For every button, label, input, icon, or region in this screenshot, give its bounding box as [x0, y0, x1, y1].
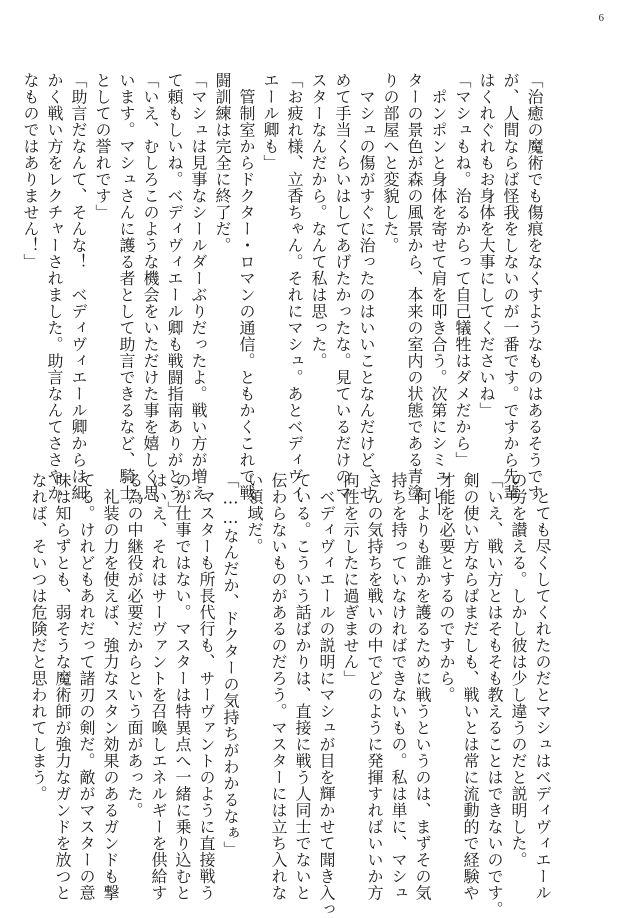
- text-line: 味は知らずとも、弱そうな魔術師が強力なガンドを放つと: [53, 472, 72, 901]
- text-line: い領域だ。: [245, 472, 264, 555]
- text-line: はいえ、それはサーヴァントを召喚しエネルギーを供給す: [149, 472, 168, 901]
- text-line: 「助言だなんて、そんな！ ベディヴィエール卿からは細: [69, 72, 88, 501]
- text-line: なれば、そいつは危険だと思われてしまう。: [29, 472, 48, 802]
- text-line: 礼装の力を使えば、強力なスタン効果のあるガンドも撃: [101, 472, 120, 901]
- text-line: 管制室からドクター・ロマンの通信。ともかくこれで戦: [237, 72, 256, 501]
- text-line: ポンポンと身体を寄せて肩を叩き合う。次第にシミュレー: [429, 72, 448, 518]
- text-line: 才能を必要とするのですから。: [437, 472, 456, 703]
- text-line: の労を讃える。しかし彼は少し違うのだと説明した。: [509, 472, 528, 868]
- text-line: 持ちを持っていなければできないもの。私は単に、マシュ: [389, 472, 408, 901]
- text-line: ベディヴィエールの説明にマシュが目を輝かせて聞き入っ: [317, 472, 336, 918]
- text-line: としての誉れです」: [93, 72, 112, 221]
- text-line: はくれぐれもお身体を大事にしてくださいね」: [477, 72, 496, 419]
- text-line: かく戦い方をレクチャーされました。助言なんてささやか: [45, 72, 64, 501]
- text-line: スターなんだから。なんて私は思った。: [309, 72, 328, 369]
- text-line: ターの景色が森の風景から、本来の室内の状態である青塗: [405, 72, 424, 501]
- text-line: りの部屋へと変貌した。: [381, 72, 400, 254]
- text-line: てる。けれどもあれだって諸刃の剣だ。敵がマスターの意: [77, 472, 96, 901]
- text-line: めて手当くらいはしてあげたかったな。見ているだけのマ: [333, 72, 352, 501]
- text-line: とても尽くしてくれたのだとマシュはベディヴィエール: [533, 472, 552, 901]
- text-line: 「マシュは見事なシールダーぶりだったよ。戦い方が増え: [189, 72, 208, 501]
- text-line: さんの気持ちを戦いの中でどのように発揮すればいいか方: [365, 472, 384, 901]
- text-line: 「いえ、戦い方とはそもそも教えることはできないのです。: [485, 472, 504, 918]
- text-line: のが仕事ではない。マスターは特異点へ一緒に乗り込むと: [173, 472, 192, 901]
- text-line: て頼もしいね。ベディヴィエール卿も戦闘指南ありがとう」: [165, 72, 184, 518]
- text-line: マスターも所長代行も、サーヴァントのように直接戦う: [197, 472, 216, 901]
- text-line: 「お疲れ様、立香ちゃん。それにマシュ。あとベディヴィ: [285, 72, 304, 501]
- text-line: 伝わらないものがあるのだろう。マスターには立ち入れな: [269, 472, 288, 901]
- page-number: 6: [598, 12, 604, 24]
- text-line: が、人間ならば怪我をしないのが一番です。ですから先輩: [501, 72, 520, 501]
- text-line: 「マシュもね。治るからって自己犠牲はダメだから」: [453, 72, 472, 468]
- text-line: エール卿も」: [261, 72, 280, 171]
- text-line: 剣の使い方ならばまだしも、戦いとは常に流動的で経験や: [461, 472, 480, 901]
- text-line: います。マシュさんに護る者として助言できるなど、騎士: [117, 72, 136, 501]
- text-line: 「……なんだか、ドクターの気持ちがわかるなぁ」: [221, 472, 240, 858]
- text-line: ている。こういう話ばかりは、直接に戦う人同士でないと: [293, 472, 312, 901]
- text-line: 闘訓練は完全に終了だ。: [213, 72, 232, 254]
- text-line: る為の中継役が必要だからという面があった。: [125, 472, 144, 819]
- text-line: 「治癒の魔術でも傷痕をなくすようなものはあるそうです: [525, 72, 544, 501]
- text-line: マシュの傷がすぐに治ったのはいいことなんだけど、せ: [357, 72, 376, 501]
- text-line: なものではありません！」: [21, 72, 40, 270]
- text-block-bottom: [26, 472, 554, 918]
- text-line: 何よりも誰かを護るために戦うというのは、まずその気: [413, 472, 432, 901]
- text-line: 向性を示したに過ぎません」: [341, 472, 360, 687]
- text-line: 「いえ、むしろこのような機会をいただけた事を嬉しく思: [141, 72, 160, 501]
